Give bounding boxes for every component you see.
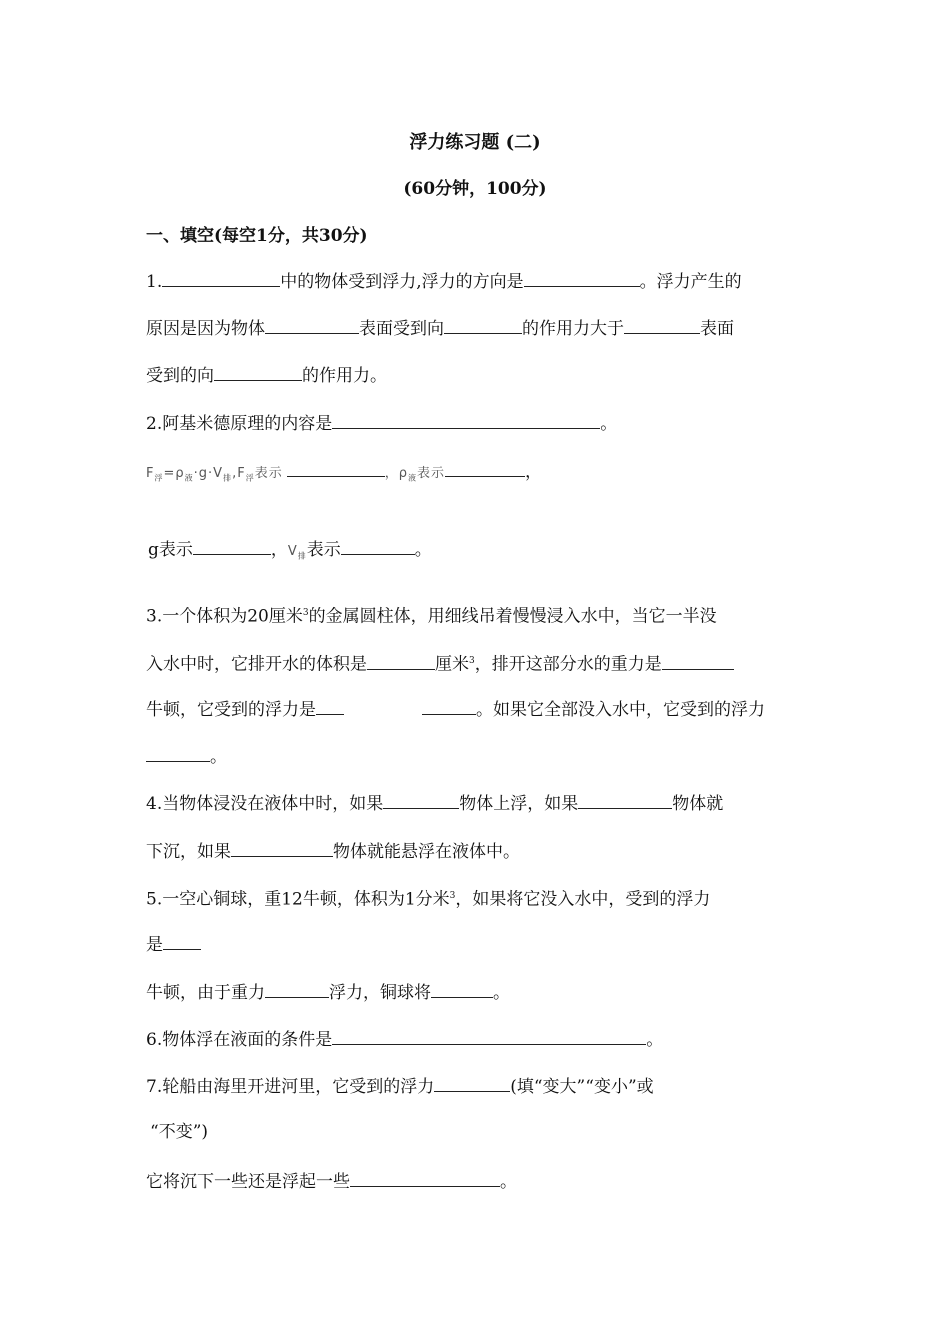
- q1-text: 受到的向: [146, 366, 214, 386]
- v-displaced-symbol-image: $V_排$: [287, 544, 307, 561]
- q1-text: 表面: [700, 319, 734, 339]
- q1-text: 原因是因为物体: [146, 319, 265, 339]
- q6-text: 6.物体浮在液面的条件是: [146, 1030, 333, 1050]
- question-3-line-2: [146, 649, 734, 677]
- q2-blank-3[interactable]: [445, 458, 525, 477]
- q3-text: 3.一个体积为20厘米: [146, 606, 303, 627]
- q1-text: 的作用力。: [302, 366, 387, 386]
- superscript: 3: [469, 656, 475, 666]
- page-subtitle: (60分钟，100分): [403, 179, 547, 199]
- q3-blank-5[interactable]: [146, 743, 210, 762]
- q1-blank-2[interactable]: [524, 268, 640, 287]
- q1-text: 中的物体受到浮力,浮力的方向是: [280, 272, 524, 292]
- q1-blank-5[interactable]: [624, 315, 700, 334]
- question-2-line-1: [146, 410, 617, 436]
- superscript: 3: [302, 608, 309, 618]
- buoyancy-formula-image: $F_浮=\rho_液\cdot g\cdot V_排,F_浮$表示: [146, 466, 283, 483]
- q5-text: 5.一空心铜球，重12牛顿，体积为1分米: [146, 889, 450, 910]
- question-3-line-3: [146, 696, 765, 722]
- q3-text: 。: [210, 747, 227, 767]
- q3-text: 牛顿，它受到的浮力是: [146, 700, 316, 720]
- q7-text: 。: [500, 1172, 517, 1192]
- q3-text: 厘米: [435, 654, 469, 675]
- q3-blank-4[interactable]: [422, 696, 476, 715]
- question-6-line-1: [146, 1026, 663, 1052]
- q4-blank-3[interactable]: [231, 838, 333, 857]
- question-2-formula-line: [146, 458, 542, 491]
- question-3-line-1: [146, 601, 717, 629]
- q5-text: ，如果将它没入水中，受到的浮力: [455, 889, 711, 910]
- q7-text: (填“变大”“变小”或: [510, 1077, 654, 1097]
- q5-blank-1[interactable]: [163, 931, 201, 950]
- q4-text: 物体上浮，如果: [459, 794, 579, 814]
- q3-text: 入水中时，它排开水的体积是: [146, 654, 367, 675]
- q1-blank-1[interactable]: [162, 268, 280, 287]
- q2-blank-1[interactable]: [332, 410, 600, 429]
- question-7-line-3: [146, 1168, 517, 1194]
- q3-blank-1[interactable]: [367, 651, 435, 670]
- q4-text: 下沉，如果: [146, 842, 231, 862]
- q2-text: ，: [270, 540, 288, 560]
- section-heading: 一、填空(每空1分，共30分): [146, 226, 368, 246]
- question-3-line-4: [146, 743, 227, 769]
- q3-text: ，排开这部分水的重力是: [474, 654, 662, 675]
- q5-text: 。: [493, 983, 510, 1003]
- q1-text: 的作用力大于: [522, 319, 624, 339]
- q7-text: 它将沉下一些还是浮起一些: [146, 1172, 350, 1192]
- rho-symbol-image: ，$\rho_液$表示: [384, 466, 445, 483]
- q2-blank-4[interactable]: [193, 536, 271, 555]
- q1-text: 表面受到向: [359, 319, 444, 339]
- question-1-line-2: [146, 315, 734, 341]
- q1-blank-3[interactable]: [265, 315, 359, 334]
- q1-blank-4[interactable]: [444, 315, 522, 334]
- q2-text: 。: [414, 540, 432, 560]
- q4-blank-2[interactable]: [578, 790, 672, 809]
- q6-blank-1[interactable]: [332, 1026, 646, 1045]
- q7-blank-2[interactable]: [350, 1168, 500, 1187]
- q1-text: 。浮力产生的: [639, 272, 742, 292]
- q7-text: 7.轮船由海里开进河里，它受到的浮力: [146, 1077, 435, 1097]
- q2-text: g表示: [148, 540, 193, 560]
- page-title: 浮力练习题 (二): [409, 132, 541, 153]
- question-4-line-2: [146, 838, 520, 864]
- q3-blank-2[interactable]: [662, 651, 734, 670]
- q2-text: 表示: [306, 540, 341, 560]
- q7-text: “不变”): [150, 1122, 209, 1142]
- question-7-line-2: [150, 1120, 208, 1144]
- q5-blank-3[interactable]: [431, 979, 493, 998]
- q4-blank-1[interactable]: [383, 790, 459, 809]
- q2-blank-2[interactable]: [287, 458, 385, 477]
- question-1-line-3: [146, 362, 387, 388]
- q4-text: 物体就能悬浮在液体中。: [333, 842, 520, 862]
- superscript: 3: [449, 891, 456, 901]
- question-4-line-1: [146, 790, 723, 816]
- question-7-line-1: [146, 1073, 654, 1099]
- q1-blank-6[interactable]: [214, 362, 302, 381]
- q5-text: 浮力，铜球将: [329, 983, 431, 1003]
- q2-text: ，: [525, 462, 542, 482]
- q5-text: 是: [146, 935, 163, 955]
- q3-text: 的金属圆柱体，用细线吊着慢慢浸入水中，当它一半没: [308, 606, 717, 627]
- q4-text: 物体就: [672, 794, 724, 814]
- q4-text: 4.当物体浸没在液体中时，如果: [146, 794, 384, 814]
- question-5-line-2: [146, 931, 201, 957]
- q5-blank-2[interactable]: [265, 979, 329, 998]
- q2-blank-5[interactable]: [341, 536, 415, 555]
- q1-number: 1.: [146, 272, 163, 292]
- q7-blank-1[interactable]: [434, 1073, 510, 1092]
- q3-blank-3[interactable]: [316, 696, 344, 715]
- question-5-line-1: [146, 884, 710, 912]
- q3-text: 。如果它全部没入水中，它受到的浮力: [476, 700, 765, 720]
- question-1-line-1: [146, 268, 742, 294]
- q5-text: 牛顿，由于重力: [146, 983, 265, 1003]
- q2-text: 。: [600, 414, 618, 434]
- q6-text: 。: [646, 1030, 664, 1050]
- question-2-line-3: [148, 536, 432, 569]
- question-5-line-3: [146, 979, 510, 1005]
- q2-text: 2.阿基米德原理的内容是: [146, 414, 333, 434]
